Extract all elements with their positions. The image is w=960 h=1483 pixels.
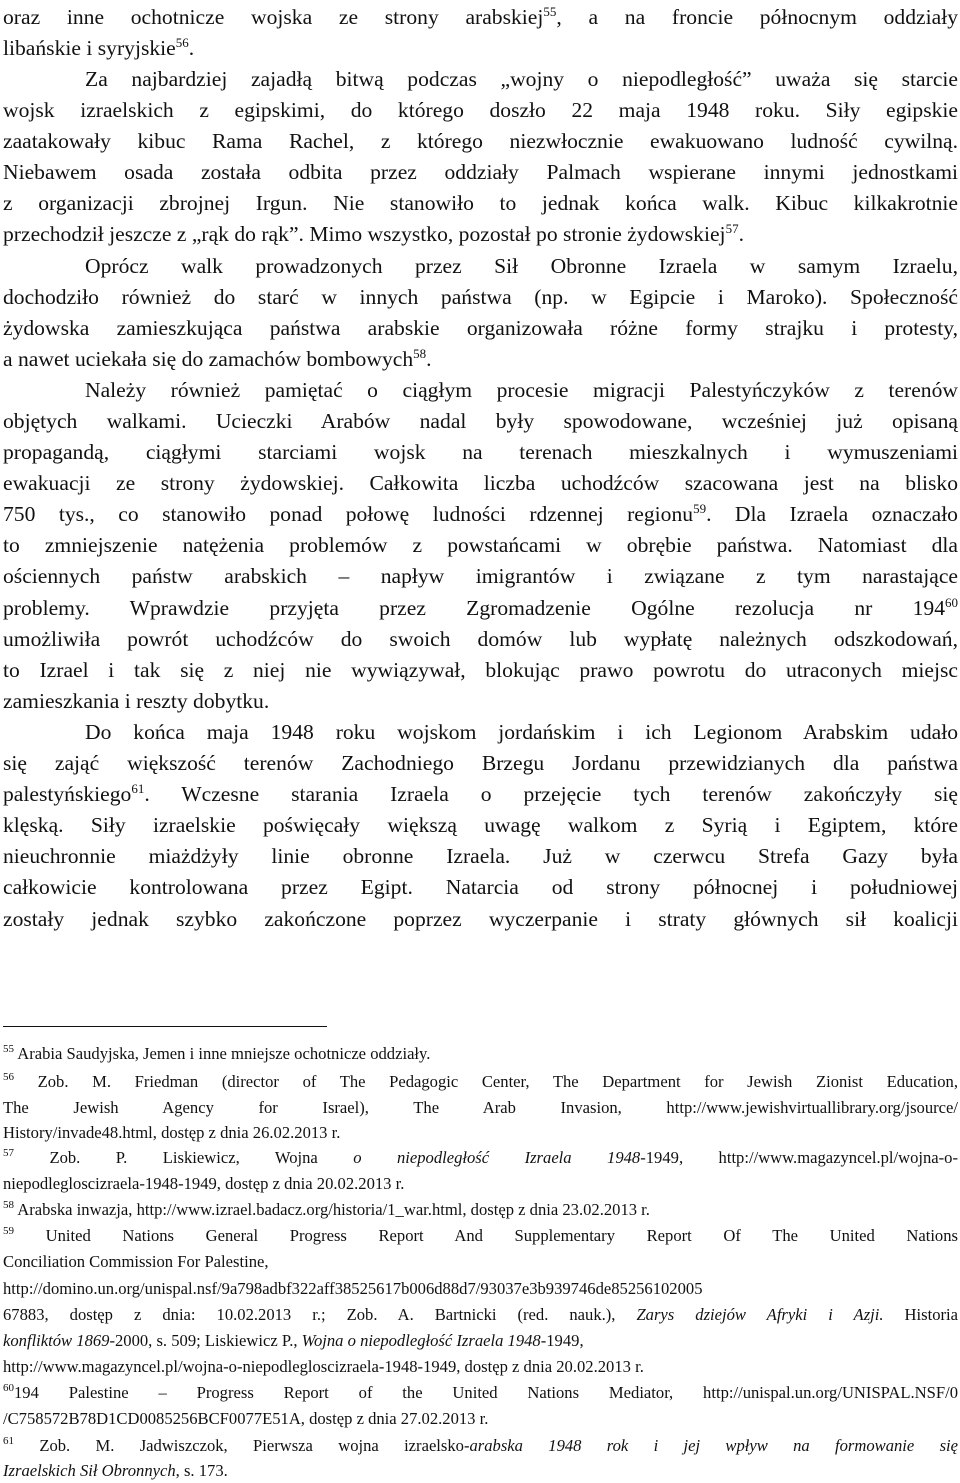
body-line: libańskie i syryjskie$^{56}$. — [3, 35, 195, 60]
body-line: nieuchronnie miażdżyły linie obronne Izraela. Już w czerwcu Strefa Gazy była — [3, 844, 958, 868]
body-line: 750 tys., co stanowiło ponad połowę ludności rdzennej regionu$^{59}$. Dla Izraela oznaczało — [3, 501, 958, 526]
body-line: oraz inne ochotnicze wojska ze strony arabskiej$^{55}$, a na froncie północnym oddziały — [3, 4, 958, 29]
footnote-60[interactable]: $^{60}$194 Palestine – Progress Report of the United Nations Mediator, http://unispal.un.org/UNISPAL.NSF/0 — [3, 1382, 958, 1402]
footnote-ref[interactable]: 57 — [725, 221, 739, 236]
footnote-59-cont[interactable]: http://domino.un.org/unispal.nsf/9a798adbf322aff38525617b006d88d7/93037e3b939746de85256102005 — [3, 1279, 703, 1298]
body-line: propagandą, ciągłymi starciami wojsk na terenach mieszkalnych i wymuszeniami — [3, 440, 958, 464]
footnote-57[interactable]: $^{57}$ Zob. P. Liskiewicz, Wojna o niepodległość Izraela 1948-1949, http://www.magazyncel.pl/wojna-o- — [3, 1147, 959, 1167]
footnote-55: $^{55}$ Arabia Saudyjska, Jemen i inne mniejsze ochotnicze oddziały. — [3, 1043, 431, 1063]
body-line: Należy również pamiętać o ciągłym procesie migracji Palestyńczyków z terenów — [85, 378, 958, 402]
body-line: żydowska zamieszkująca państwa arabskie organizowała różne formy strajku i protesty, — [3, 316, 958, 340]
footnote-58[interactable]: $^{58}$ Arabska inwazja, http://www.izrael.badacz.org/historia/1_war.html, dostęp z dnia 23.02.2013 r. — [3, 1199, 650, 1219]
footnote-56-cont[interactable]: The Jewish Agency for Israel), The Arab Invasion, http://www.jewishvirtuallibrary.org/jsource/ — [3, 1098, 958, 1117]
footnote-ref[interactable]: 56 — [175, 35, 189, 50]
footnote-separator — [3, 1026, 327, 1027]
body-line: ościennych państw arabskich – napływ imigrantów i związane z tym narastające — [3, 564, 958, 588]
footnote-59-cont: Conciliation Commission For Palestine, — [3, 1252, 269, 1271]
footnote-61-cont: Izraelskich Sił Obronnych, s. 173. — [3, 1461, 228, 1480]
body-line: a nawet uciekała się do zamachów bombowych$^{58}$. — [3, 346, 432, 371]
footnote-59-cont[interactable]: http://www.magazyncel.pl/wojna-o-niepodlegloscizraela-1948-1949, dostęp z dnia 20.02.2013 r. — [3, 1357, 644, 1376]
body-line: to Izrael i tak się z niej nie wywiązywał, blokując prawo powrotu do utraconych miejsc — [3, 658, 958, 682]
footnote-59: $^{59}$ United Nations General Progress Report And Supplementary Report Of The United Nations — [3, 1225, 958, 1245]
body-line: przechodził jeszcze z „rąk do rąk”. Mimo wszystko, pozostał po stronie żydowskiej$^{57}$. — [3, 221, 744, 246]
body-line: z organizacji zbrojnej Irgun. Nie stanowiło to jednak końca walk. Kibuc kilkakrotnie — [3, 191, 958, 215]
body-line: ewakuacji ze strony żydowskiej. Całkowita liczba uchodźców szacowana jest na blisko — [3, 471, 958, 495]
body-line: wojsk izraelskich z egipskimi, do którego doszło 22 maja 1948 roku. Siły egipskie — [3, 98, 958, 122]
body-line: palestyńskiego$^{61}$. Wczesne starania Izraela o przejęcie tych terenów zakończyły się — [3, 781, 958, 806]
body-line: klęską. Siły izraelskie poświęcały większą uwagę walkom z Syrią i Egiptem, które — [3, 813, 958, 837]
footnote-ref[interactable]: 58 — [413, 346, 427, 361]
body-line: Niebawem osada została odbita przez oddziały Palmach wspierane innymi jednostkami — [3, 160, 958, 184]
footnote-ref[interactable]: 59 — [693, 501, 707, 516]
footnote-ref[interactable]: 55 — [543, 4, 557, 19]
footnote-ref[interactable]: 61 — [131, 781, 145, 796]
footnote-60-cont[interactable]: /C758572B78D1CD0085256BCF0077E51A, dostęp z dnia 27.02.2013 r. — [3, 1409, 489, 1428]
body-line: objętych walkami. Ucieczki Arabów nadal były spowodowane, wcześniej już opisaną — [3, 409, 958, 433]
body-line: Oprócz walk prowadzonych przez Sił Obronne Izraela w samym Izraelu, — [85, 254, 958, 278]
footnote-57-cont[interactable]: niepodlegloscizraela-1948-1949, dostęp z dnia 20.02.2013 r. — [3, 1174, 405, 1193]
body-line: zamieszkania i reszty dobytku. — [3, 689, 270, 713]
body-line: zostały jednak szybko zakończone poprzez wyczerpanie i straty głównych sił koalicji — [3, 907, 958, 931]
body-line: dochodziło również do starć w innych państwa (np. w Egipcie i Maroko). Społeczność — [3, 285, 958, 309]
footnote-59-cont: 67883, dostęp z dnia: 10.02.2013 r.; Zob. A. Bartnicki (red. nauk.), Zarys dziejów Afryki i Azji. Historia — [3, 1305, 959, 1324]
footnote-56: $^{56}$ Zob. M. Friedman (director of The Pedagogic Center, The Department for Jewish Zionist Education, — [3, 1071, 959, 1091]
body-line: Za najbardziej zajadłą bitwą podczas „wojny o niepodległość” uważa się starcie — [85, 67, 958, 91]
body-line: Do końca maja 1948 roku wojskom jordańskim i ich Legionom Arabskim udało — [85, 720, 958, 744]
body-line: całkowicie kontrolowana przez Egipt. Natarcia od strony północnej i południowej — [3, 875, 958, 899]
body-line: to zmniejszenie natężenia problemów z powstańcami w obrębie państwa. Natomiast dla — [3, 533, 958, 557]
body-line: się zająć większość terenów Zachodniego Brzegu Jordanu przewidzianych dla państwa — [3, 751, 958, 775]
footnote-56-cont[interactable]: History/invade48.html, dostęp z dnia 26.02.2013 r. — [3, 1123, 341, 1142]
body-line: zaatakowały kibuc Rama Rachel, z którego niezwłocznie ewakuowano ludność cywilną. — [3, 129, 958, 153]
body-line: umożliwiła powrót uchodźców do swoich domów lub wypłatę należnych odszkodowań, — [3, 627, 958, 651]
footnote-61: $^{61}$ Zob. M. Jadwiszczok, Pierwsza wojna izraelsko-arabska 1948 rok i jej wpływ na formowanie się — [3, 1435, 959, 1455]
footnote-ref[interactable]: 60 — [945, 595, 958, 610]
footnote-59-cont: konfliktów 1869-2000, s. 509; Liskiewicz P., Wojna o niepodległość Izraela 1948-1949, — [3, 1331, 584, 1350]
body-line: problemy. Wprawdzie przyjęta przez Zgromadzenie Ogólne rezolucja nr $194^{60}$ — [3, 595, 958, 620]
